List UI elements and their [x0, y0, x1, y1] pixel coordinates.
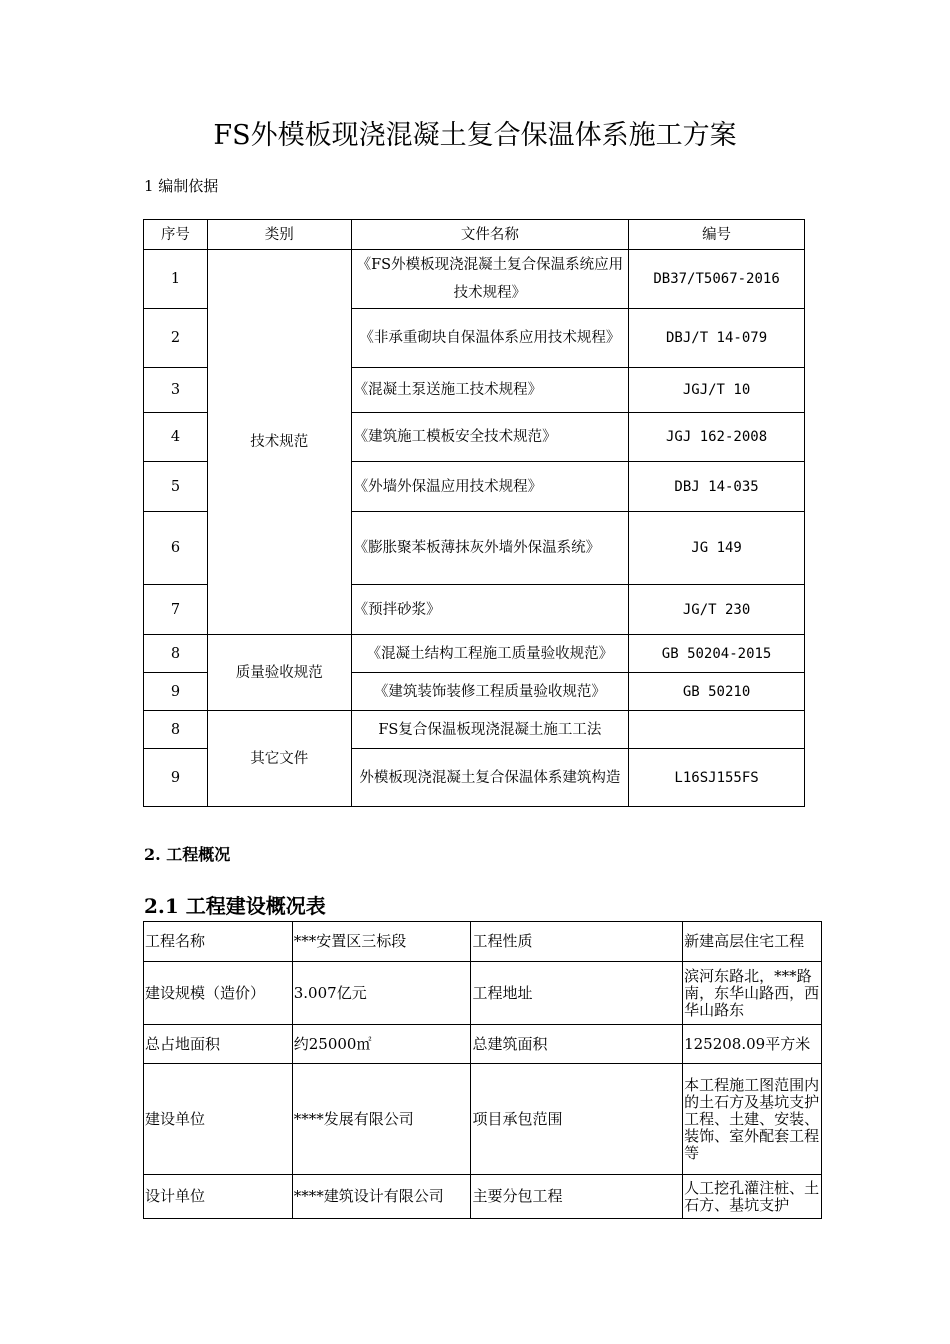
header-code: 编号	[629, 220, 805, 250]
doc-name: 《外墙外保温应用技术规程》	[351, 462, 629, 512]
doc-name: 《膨胀聚苯板薄抹灰外墙外保温系统》	[351, 512, 629, 585]
field-label: 工程性质	[471, 922, 683, 962]
doc-code: L16SJ155FS	[629, 749, 805, 807]
doc-code	[629, 711, 805, 749]
section-heading-basis: 1 编制依据	[144, 177, 219, 195]
table-row	[144, 250, 805, 309]
document-title: FS外模板现浇混凝土复合保温体系施工方案	[213, 120, 737, 151]
field-value: 新建高层住宅工程	[683, 922, 822, 962]
doc-code: JGJ/T 10	[629, 368, 805, 413]
doc-name: 《建筑装饰装修工程质量验收规范》	[351, 673, 629, 711]
field-value: ****建筑设计有限公司	[292, 1175, 471, 1219]
row-no: 5	[144, 462, 208, 512]
doc-name: 《混凝土泵送施工技术规程》	[351, 368, 629, 413]
section-heading-overview: 2. 工程概况	[144, 845, 231, 864]
field-label: 主要分包工程	[471, 1175, 683, 1219]
doc-code: JGJ 162-2008	[629, 413, 805, 462]
table-row	[144, 962, 822, 1025]
doc-name: 外模板现浇混凝土复合保温体系建筑构造	[351, 749, 629, 807]
row-no: 9	[144, 673, 208, 711]
field-label: 总占地面积	[144, 1025, 293, 1064]
table-row	[144, 635, 805, 673]
overview-table	[143, 921, 822, 1219]
category-cell: 其它文件	[207, 711, 351, 807]
doc-code: DBJ/T 14-079	[629, 309, 805, 368]
row-no: 1	[144, 250, 208, 309]
doc-code: GB 50210	[629, 673, 805, 711]
field-label: 总建筑面积	[471, 1025, 683, 1064]
field-value: 人工挖孔灌注桩、土石方、基坑支护	[683, 1175, 822, 1219]
doc-code: DB37/T5067-2016	[629, 250, 805, 309]
doc-name: FS复合保温板现浇混凝土施工工法	[351, 711, 629, 749]
field-label: 工程地址	[471, 962, 683, 1025]
doc-name: 《预拌砂浆》	[351, 585, 629, 635]
table-row	[144, 922, 822, 962]
doc-code: DBJ 14-035	[629, 462, 805, 512]
field-label: 项目承包范围	[471, 1064, 683, 1175]
row-no: 7	[144, 585, 208, 635]
row-no: 2	[144, 309, 208, 368]
field-value: 本工程施工图范围内的土石方及基坑支护工程、土建、安装、装饰、室外配套工程等	[683, 1064, 822, 1175]
field-label: 建设单位	[144, 1064, 293, 1175]
field-value: ****发展有限公司	[292, 1064, 471, 1175]
section-heading-overview-table: 2.1 工程建设概况表	[144, 894, 326, 918]
row-no: 3	[144, 368, 208, 413]
doc-name: 《FS外模板现浇混凝土复合保温系统应用技术规程》	[351, 250, 629, 309]
row-no: 8	[144, 711, 208, 749]
table-row	[144, 1175, 822, 1219]
doc-code: GB 50204-2015	[629, 635, 805, 673]
doc-code: JG/T 230	[629, 585, 805, 635]
field-label: 建设规模（造价）	[144, 962, 293, 1025]
header-doc-name: 文件名称	[351, 220, 629, 250]
category-cell: 质量验收规范	[207, 635, 351, 711]
table-row	[144, 1064, 822, 1175]
row-no: 4	[144, 413, 208, 462]
field-label: 工程名称	[144, 922, 293, 962]
field-value: 125208.09平方米	[683, 1025, 822, 1064]
field-value: 约25000㎡	[292, 1025, 471, 1064]
category-cell: 技术规范	[207, 250, 351, 635]
row-no: 9	[144, 749, 208, 807]
header-no: 序号	[144, 220, 208, 250]
field-value: 3.007亿元	[292, 962, 471, 1025]
doc-name: 《非承重砌块自保温体系应用技术规程》	[351, 309, 629, 368]
field-value: ***安置区三标段	[292, 922, 471, 962]
row-no: 8	[144, 635, 208, 673]
table-header-row	[144, 220, 805, 250]
doc-code: JG 149	[629, 512, 805, 585]
basis-table	[143, 219, 805, 807]
table-row	[144, 711, 805, 749]
header-category: 类别	[207, 220, 351, 250]
field-label: 设计单位	[144, 1175, 293, 1219]
table-row	[144, 1025, 822, 1064]
doc-name: 《混凝土结构工程施工质量验收规范》	[351, 635, 629, 673]
field-value: 滨河东路北，***路南，东华山路西，西华山路东	[683, 962, 822, 1025]
doc-name: 《建筑施工模板安全技术规范》	[351, 413, 629, 462]
row-no: 6	[144, 512, 208, 585]
